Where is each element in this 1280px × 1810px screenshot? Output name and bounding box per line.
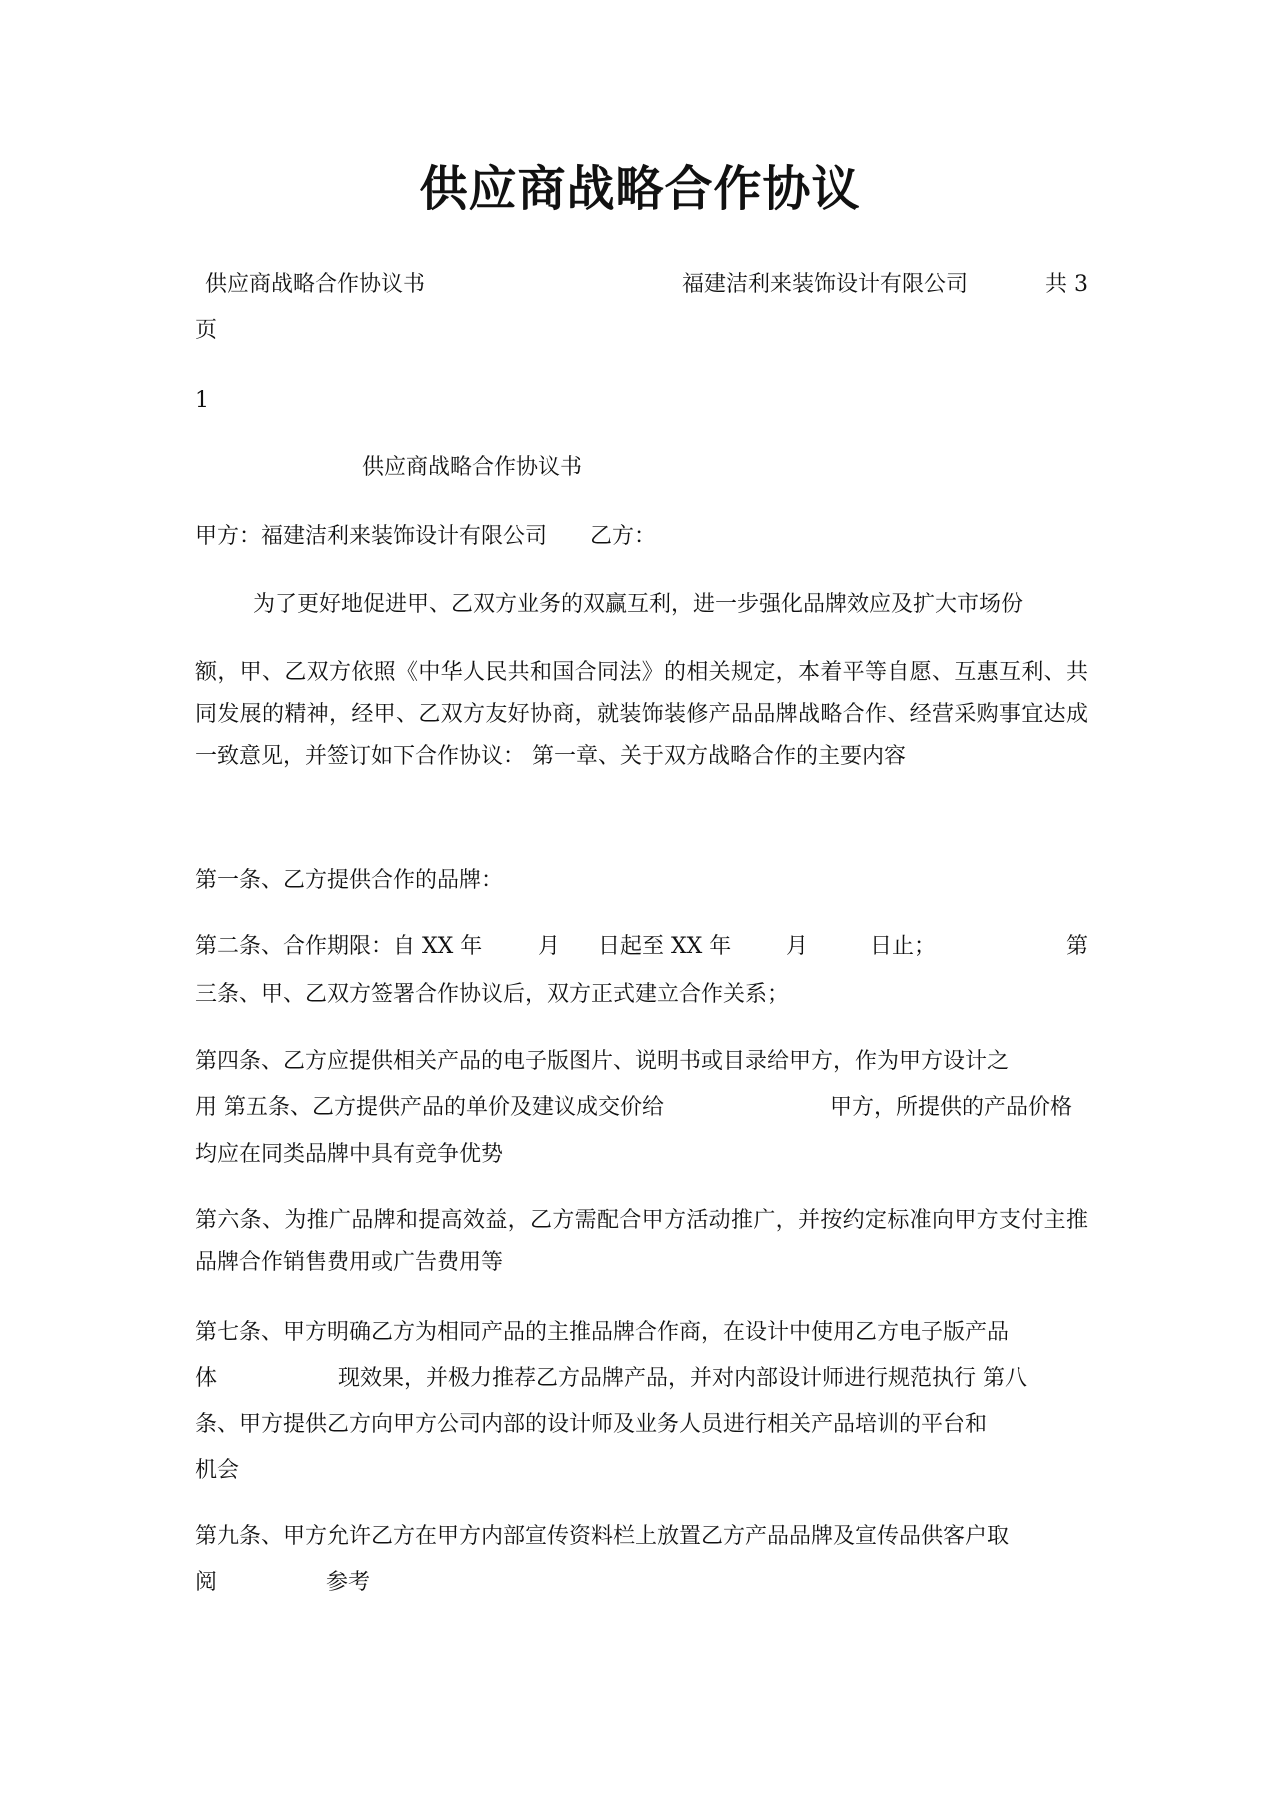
- document-subtitle: 供应商战略合作协议书: [362, 455, 583, 480]
- clause-2-part-a: 第二条、合作期限：自 XX 年: [195, 934, 483, 959]
- clause-5-start: 用 第五条、乙方提供产品的单价及建议成交价给: [195, 1095, 664, 1120]
- clause-2-month-end: 月: [786, 934, 809, 959]
- clause-1: 第一条、乙方提供合作的品牌：: [195, 868, 504, 893]
- clause-3-prefix: 第: [1066, 934, 1089, 959]
- clause-4-line-1: 第四条、乙方应提供相关产品的电子版图片、说明书或目录给甲方，作为甲方设计之: [195, 1049, 1010, 1074]
- clause-5-end: 均应在同类品牌中具有竞争优势: [195, 1142, 504, 1167]
- clause-5-continued: 甲方，所提供的产品价格: [830, 1095, 1073, 1120]
- party-a: 甲方：福建洁利来装饰设计有限公司: [195, 524, 548, 549]
- clause-9-line-2-start: 阅: [195, 1570, 218, 1595]
- party-b: 乙方：: [590, 524, 657, 549]
- clause-8-line-2: 机会: [195, 1458, 240, 1483]
- clause-2-part-c: 日起至 XX 年: [598, 934, 732, 959]
- header-company: 福建洁利来装饰设计有限公司: [682, 272, 969, 297]
- header-pages-suffix: 页: [195, 318, 218, 343]
- clause-7-line-2: 现效果，并极力推荐乙方品牌产品，并对内部设计师进行规范执行 第八: [338, 1366, 1027, 1391]
- clause-3: 三条、甲、乙双方签署合作协议后，双方正式建立合作关系；: [195, 982, 790, 1007]
- clause-2-month: 月: [538, 934, 561, 959]
- clause-7-line-2-start: 体: [195, 1366, 218, 1391]
- clause-7-line-1: 第七条、甲方明确乙方为相同产品的主推品牌合作商，在设计中使用乙方电子版产品: [195, 1320, 1010, 1345]
- header-pages-prefix: 共 3: [1045, 272, 1088, 297]
- clause-9-line-2: 参考: [326, 1570, 371, 1595]
- intro-first-line: 为了更好地促进甲、乙双方业务的双赢互利，进一步强化品牌效应及扩大市场份: [253, 592, 1024, 617]
- page-number: 1: [195, 388, 209, 413]
- document-title: 供应商战略合作协议: [419, 161, 861, 217]
- intro-paragraph: 额，甲、乙双方依照《中华人民共和国合同法》的相关规定，本着平等自愿、互惠互利、共同发展的精神，经甲、乙双方友好协商，就装饰装修产品品牌战略合作、经营采购事宜达成一致意见，并签订如下合作协议： 第一章、关于双方战略合作的主要内容: [195, 660, 1088, 769]
- clause-8-line-1: 条、甲方提供乙方向甲方公司内部的设计师及业务人员进行相关产品培训的平台和: [195, 1412, 988, 1437]
- header-left: 供应商战略合作协议书: [205, 272, 426, 297]
- clause-6: 第六条、为推广品牌和提高效益，乙方需配合甲方活动推广，并按约定标准向甲方支付主推品牌合作销售费用或广告费用等: [195, 1208, 1088, 1275]
- clause-9-line-1: 第九条、甲方允许乙方在甲方内部宣传资料栏上放置乙方产品品牌及宣传品供客户取: [195, 1524, 1010, 1549]
- clause-2-day-end: 日止；: [870, 934, 937, 959]
